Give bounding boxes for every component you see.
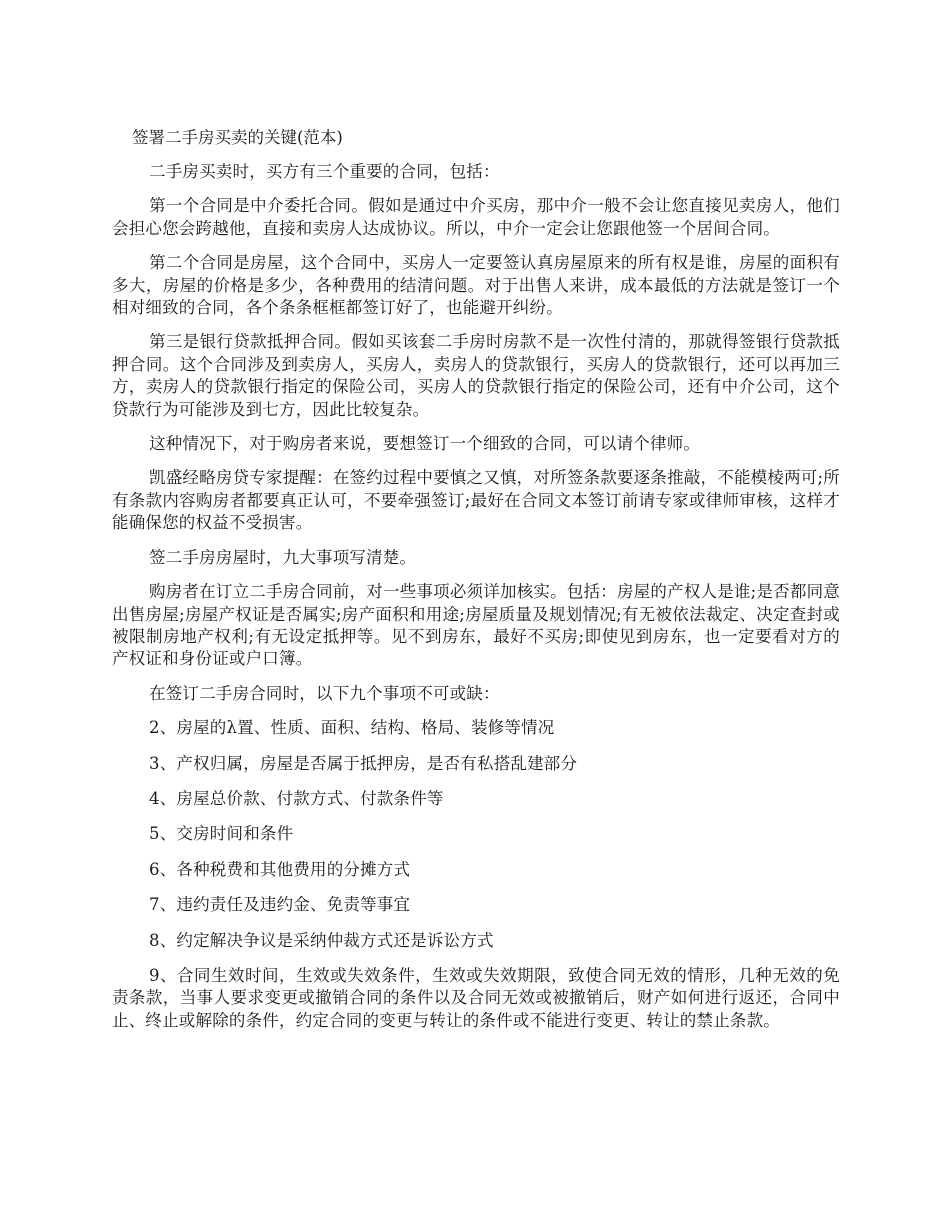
list-item: 5、交房时间和条件 [149, 824, 294, 844]
paragraph-first-contract: 第一个合同是中介委托合同。假如是通过中介买房，那中介一般不会让您直接见卖房人，他们会担心您会跨越他，直接和卖房人达成协议。所以，中介一定会让您跟他签一个居间合同。 [112, 196, 840, 238]
document-title: 签署二手房买卖的关键(范本) [132, 128, 343, 147]
list-item: 4、房屋总价款、付款方式、付款条件等 [149, 788, 444, 808]
paragraph-verification: 购房者在订立二手房合同前，对一些事项必须详加核实。包括：房屋的产权人是谁;是否都同意出售房屋;房屋产权证是否属实;房产面积和用途;房屋质量及规划情况;有无被依法裁定、决定查封或被限制房地产权利;有无设定抵押等。见不到房东，最好不买房;即使见到房东，也一定要看对方的产权证和身份证或户口簿。 [112, 582, 840, 669]
paragraph-third-contract: 第三是银行贷款抵押合同。假如买该套二手房时房款不是一次性付清的，那就得签银行贷款抵押合同。这个合同涉及到卖房人，买房人，卖房人的贷款银行，买房人的贷款银行，还可以再加三方，卖房人的贷款银行指定的保险公司，买房人的贷款银行指定的保险公司，还有中介公司，这个贷款行为可能涉及到七方，因此比较复杂。 [112, 332, 840, 419]
paragraph-intro: 二手房买卖时，买方有三个重要的合同，包括： [149, 162, 500, 181]
list-item: 3、产权归属，房屋是否属于抵押房，是否有私搭乱建部分 [149, 753, 578, 773]
paragraph-second-contract: 第二个合同是房屋，这个合同中，买房人一定要签认真房屋原来的所有权是谁，房屋的面积有多大，房屋的价格是多少，各种费用的结清问题。对于出售人来讲，成本最低的方法就是签订一个相对细致的合同，各个条条框框都签订好了，也能避开纠纷。 [112, 253, 840, 318]
list-item: 6、各种税费和其他费用的分摊方式 [149, 859, 411, 879]
paragraph-lawyer-advice: 这种情况下，对于购房者来说，要想签订一个细致的合同，可以请个律师。 [149, 434, 701, 454]
list-item: 8、约定解决争议是采纳仲裁方式还是诉讼方式 [149, 930, 494, 950]
paragraph-closing-item: 9、合同生效时间，生效或失效条件，生效或失效期限，致使合同无效的情形，几种无效的免责条款，当事人要求变更或撤销合同的条件以及合同无效或被撤销后，财产如何进行返还，合同中止、终止或解除的条件，约定合同的变更与转让的条件或不能进行变更、转让的禁止条款。 [112, 965, 840, 1030]
list-item: 7、违约责任及违约金、免责等事宜 [149, 895, 411, 915]
list-item: 2、房屋的λ置、性质、面积、结构、格局、装修等情况 [149, 718, 555, 738]
paragraph-list-intro: 在签订二手房合同时，以下九个事项不可或缺： [149, 683, 500, 703]
paragraph-expert-reminder: 凯盛经略房贷专家提醒：在签约过程中要慎之又慎，对所签条款要逐条推敲，不能模棱两可;所有条款内容购房者都要真正认可，不要牵强签订;最好在合同文本签订前请专家或律师审核，这样才能确保您的权益不受损害。 [112, 468, 840, 533]
paragraph-nine-items-heading: 签二手房房屋时，九大事项写清楚。 [149, 547, 417, 567]
document-page [112, 126, 840, 1044]
